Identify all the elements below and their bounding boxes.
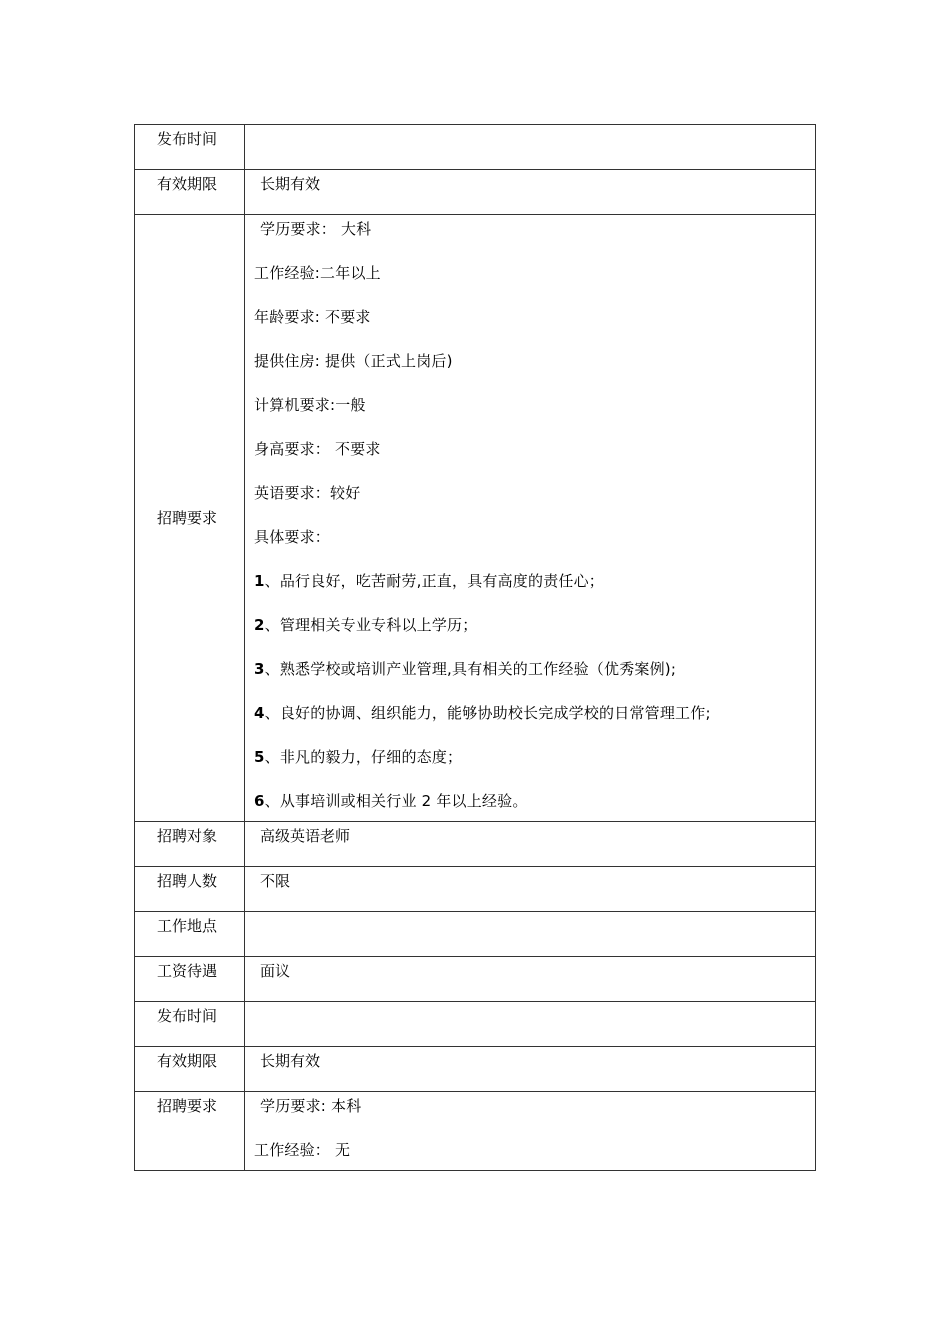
salary-value: 面议 [260,962,291,980]
numbered-requirement [254,703,815,747]
label-cell [135,1047,245,1092]
validity-value: 长期有效 [260,175,321,193]
publish-time-label: 发布时间 [157,130,218,148]
row-validity [135,170,816,215]
value-cell [245,1092,816,1171]
item-number: 1 [254,572,265,590]
location-value [245,912,815,916]
item-number: 3 [254,660,265,678]
numbered-requirement [254,659,815,703]
numbered-requirement [254,615,815,659]
item-number: 5 [254,748,265,766]
value-cell [245,957,816,1002]
item-number: 2 [254,616,265,634]
label-cell [135,1002,245,1047]
row-salary [135,957,816,1002]
label-cell [135,822,245,867]
item-number: 4 [254,704,265,722]
numbered-requirement [254,571,815,615]
item-text: 、熟悉学校或培训产业管理,具有相关的工作经验（优秀案例); [264,660,677,678]
label-cell [135,1092,245,1171]
target-value: 高级英语老师 [260,827,351,845]
recruitment-table [134,124,816,1171]
numbered-requirement [254,747,815,791]
validity-label: 有效期限 [157,175,218,193]
item-text: 、非凡的毅力，仔细的态度； [264,748,463,766]
row-publish-time [135,1002,816,1047]
requirement-line: 提供住房: 提供（正式上岗后) [254,352,453,370]
label-cell [135,215,245,822]
row-count [135,867,816,912]
requirement-line: 具体要求： [254,528,331,546]
publish-time-value [245,125,815,129]
label-cell [135,867,245,912]
value-cell [245,170,816,215]
requirements-list [245,1092,815,1170]
validity-value: 长期有效 [260,1052,321,1070]
validity-label: 有效期限 [157,1052,218,1070]
requirement-line: 学历要求: 本科 [260,1097,362,1115]
numbered-requirement [254,791,815,821]
requirements-label: 招聘要求 [157,509,218,527]
salary-label: 工资待遇 [157,962,218,980]
value-cell [245,867,816,912]
label-cell [135,170,245,215]
item-text: 、良好的协调、组织能力，能够协助校长完成学校的日常管理工作; [264,704,711,722]
row-target [135,822,816,867]
target-label: 招聘对象 [157,827,218,845]
value-cell [245,1047,816,1092]
requirements-label: 招聘要求 [157,1097,218,1115]
row-publish-time [135,125,816,170]
item-text: 、品行良好，吃苦耐劳,正直，具有高度的责任心； [264,572,605,590]
value-cell [245,1002,816,1047]
requirement-line: 年龄要求: 不要求 [254,308,371,326]
count-label: 招聘人数 [157,872,218,890]
label-cell [135,125,245,170]
requirement-line: 计算机要求:一般 [254,396,366,414]
requirements-list [245,215,815,821]
label-cell [135,957,245,1002]
item-text: 、管理相关专业专科以上学历； [264,616,478,634]
value-cell [245,912,816,957]
publish-time-label: 发布时间 [157,1007,218,1025]
label-cell [135,912,245,957]
item-text: 、从事培训或相关行业 2 年以上经验。 [264,792,528,810]
row-requirements [135,215,816,822]
row-location [135,912,816,957]
requirement-line: 学历要求： 大科 [260,220,372,238]
item-number: 6 [254,792,265,810]
row-validity [135,1047,816,1092]
requirement-line: 工作经验： 无 [254,1141,351,1159]
requirement-line: 身高要求： 不要求 [254,440,381,458]
requirement-line: 英语要求：较好 [254,484,361,502]
publish-time-value [245,1002,815,1006]
count-value: 不限 [260,872,291,890]
requirement-line: 工作经验:二年以上 [254,264,381,282]
value-cell [245,215,816,822]
row-requirements [135,1092,816,1171]
location-label: 工作地点 [157,917,218,935]
value-cell [245,822,816,867]
value-cell [245,125,816,170]
